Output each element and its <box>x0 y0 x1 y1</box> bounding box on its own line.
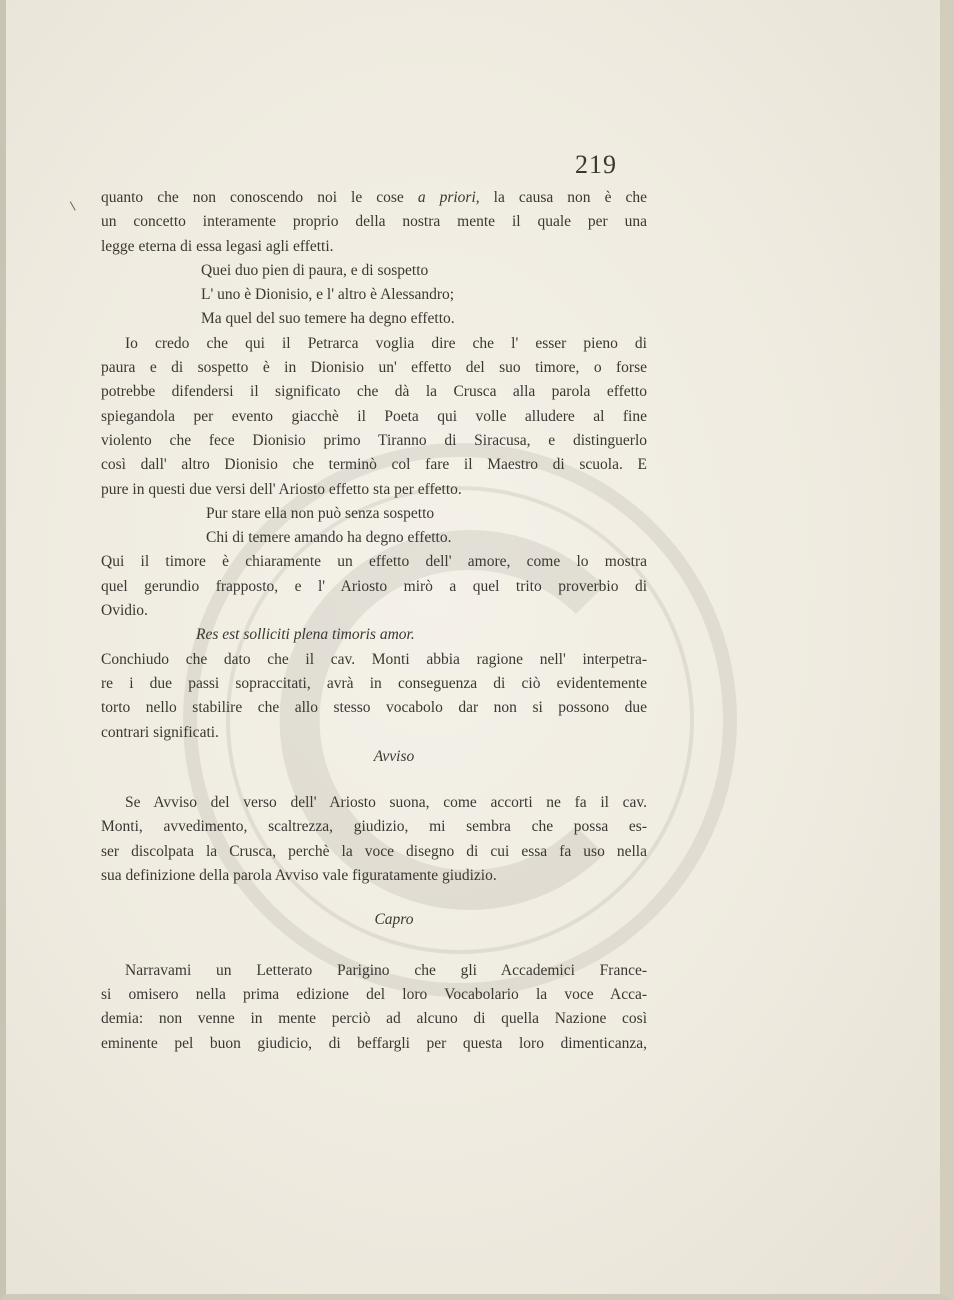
text-line: Monti, avvedimento, scaltrezza, giudizio, mi sembra che possa es- <box>101 818 647 836</box>
text-line: demia: non venne in mente perciò ad alcuno di quella Nazione così <box>101 1010 647 1028</box>
page-number: 219 <box>575 150 617 179</box>
text-line: così dall' altro Dionisio che terminò col fare il Maestro di scuola. E <box>101 456 647 474</box>
ink-mark <box>70 199 79 210</box>
text-segment: un concetto interamente proprio della nostra mente il quale per una <box>101 213 647 231</box>
text-segment: legge eterna di essa legasi agli effetti. <box>101 237 334 255</box>
text-line: pure in questi due versi dell' Ariosto effetto sta per effetto. <box>101 480 462 498</box>
text-line: paura e di sospetto è in Dionisio un' effetto del suo timore, o forse <box>101 359 647 377</box>
spacer <box>101 769 647 791</box>
text-line: Conchiudo che dato che il cav. Monti abbia ragione nell' interpetra- <box>101 650 647 668</box>
text-line: Se Avviso del verso dell' Ariosto suona, come accorti ne fa il cav. <box>125 794 647 812</box>
text-line <box>101 235 647 259</box>
text-line <box>101 186 647 210</box>
spacer <box>101 933 647 959</box>
section-heading-capro: Capro <box>374 911 414 929</box>
text-segment: , la causa non è che <box>475 189 647 206</box>
text-line: sua definizione della parola Avviso vale figuratamente giudizio. <box>101 867 497 885</box>
text-line: Qui il timore è chiaramente un effetto dell' amore, come lo mostra <box>101 553 647 571</box>
text-line: re i due passi sopraccitati, avrà in conseguenza di ciò evidentemente <box>101 674 647 692</box>
text-line: ser discolpata la Crusca, perchè la voce disegno di cui essa fa uso nella <box>101 842 647 860</box>
text-line: quel gerundio frapposto, e l' Ariosto mirò a quel trito proverbio di <box>101 577 647 595</box>
italic-term: a priori <box>417 189 476 206</box>
text-line: spiegandola per evento giacchè il Poeta qui volle alludere al fine <box>101 407 647 425</box>
text-line: Io credo che qui il Petrarca voglia dire che l' esser pieno di <box>125 334 647 352</box>
verse-line: Chi di temere amando ha degno effetto. <box>206 529 452 547</box>
verse-line: L' uno è Dionisio, e l' altro è Alessandro; <box>201 286 455 304</box>
text-line: violento che fece Dionisio primo Tiranno di Siracusa, e distinguerlo <box>101 431 647 449</box>
spacer <box>101 888 647 908</box>
text-line: contrari significati. <box>101 723 219 741</box>
text-line: potrebbe difendersi il significato che dà la Crusca alla parola effetto <box>101 383 647 401</box>
text-line: eminente pel buon giudicio, di beffargli per questa loro dimenticanza, <box>101 1034 647 1052</box>
text-line: torto nello stabilire che allo stesso vocabolo dar non si possono due <box>101 699 647 717</box>
section-heading-avviso: Avviso <box>373 747 415 765</box>
verse-line: Ma quel del suo temere ha degno effetto. <box>201 310 455 328</box>
verse-line: Quei duo pien di paura, e di sospetto <box>201 261 429 279</box>
text-line: Narravami un Letterato Parigino che gli Accademici France- <box>125 961 647 979</box>
text-segment: quanto che non conoscendo noi le cose <box>101 189 418 206</box>
body-text <box>101 186 647 1056</box>
latin-verse: Res est solliciti plena timoris amor. <box>196 626 415 644</box>
text-line <box>101 210 647 234</box>
text-line: Ovidio. <box>101 602 148 620</box>
text-line: si omisero nella prima edizione del loro Vocabolario la voce Acca- <box>101 985 647 1003</box>
verse-line: Pur stare ella non può senza sospetto <box>206 504 435 522</box>
